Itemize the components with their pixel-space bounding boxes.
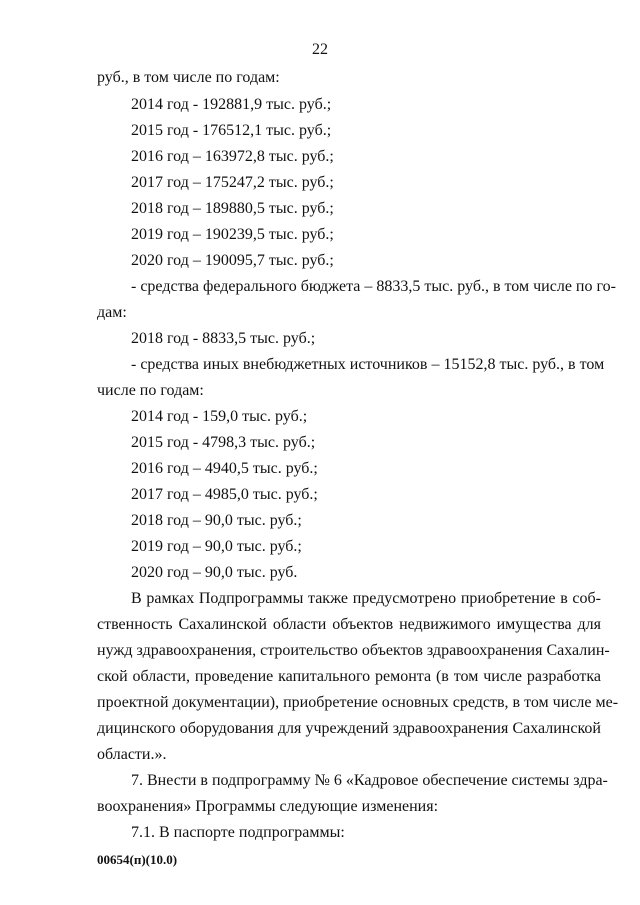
- text-line: 7.1. В паспорте подпрограммы:: [131, 824, 345, 841]
- text-line: 2018 год - 8833,5 тыс. руб.;: [131, 330, 316, 347]
- text-line: 2016 год – 163972,8 тыс. руб.;: [131, 148, 334, 165]
- text-line: 2020 год – 190095,7 тыс. руб.;: [131, 252, 334, 269]
- text-line: 2017 год – 175247,2 тыс. руб.;: [131, 174, 334, 191]
- text-line: 2018 год – 189880,5 тыс. руб.;: [131, 200, 334, 217]
- text-line: числе по годам:: [97, 382, 204, 399]
- text-line: 2020 год – 90,0 тыс. руб.: [131, 564, 298, 581]
- text-line: воохранения» Программы следующие изменения:: [97, 798, 439, 815]
- text-line: 2019 год – 90,0 тыс. руб.;: [131, 538, 302, 555]
- text-line: области.».: [97, 746, 167, 763]
- text-line: 2017 год – 4985,0 тыс. руб.;: [131, 486, 318, 503]
- text-line: дицинского оборудования для учреждений здравоохранения Сахалинской: [97, 720, 601, 737]
- text-line: ской области, проведение капитального ремонта (в том числе разработка: [97, 668, 601, 685]
- text-line: 2018 год – 90,0 тыс. руб.;: [131, 512, 302, 529]
- footer-code: 00654(п)(10.0): [97, 852, 178, 867]
- text-line: 2016 год – 4940,5 тыс. руб.;: [131, 460, 318, 477]
- text-line: 2014 год - 159,0 тыс. руб.;: [131, 408, 308, 425]
- text-line: В рамках Подпрограммы также предусмотрено приобретение в соб-: [131, 590, 601, 607]
- text-line: - средства иных внебюджетных источников – 15152,8 тыс. руб., в том: [131, 356, 605, 373]
- text-line: 2015 год - 176512,1 тыс. руб.;: [131, 122, 332, 139]
- text-line: 2015 год - 4798,3 тыс. руб.;: [131, 434, 316, 451]
- text-line: руб., в том числе по годам:: [97, 69, 280, 86]
- text-line: 7. Внести в подпрограмму № 6 «Кадровое обеспечение системы здра-: [131, 772, 608, 789]
- text-line: проектной документации), приобретение основных средств, в том числе ме-: [97, 694, 619, 711]
- text-line: 2014 год - 192881,9 тыс. руб.;: [131, 96, 332, 113]
- text-line: 2019 год – 190239,5 тыс. руб.;: [131, 226, 334, 243]
- text-line: ственность Сахалинской области объектов недвижимого имущества для: [97, 616, 601, 633]
- text-line: нужд здравоохранения, строительство объектов здравоохранения Сахалин-: [97, 642, 610, 659]
- page-number: 22: [312, 41, 328, 58]
- text-line: дам:: [97, 304, 127, 321]
- text-line: - средства федерального бюджета – 8833,5 тыс. руб., в том числе по го-: [131, 278, 616, 295]
